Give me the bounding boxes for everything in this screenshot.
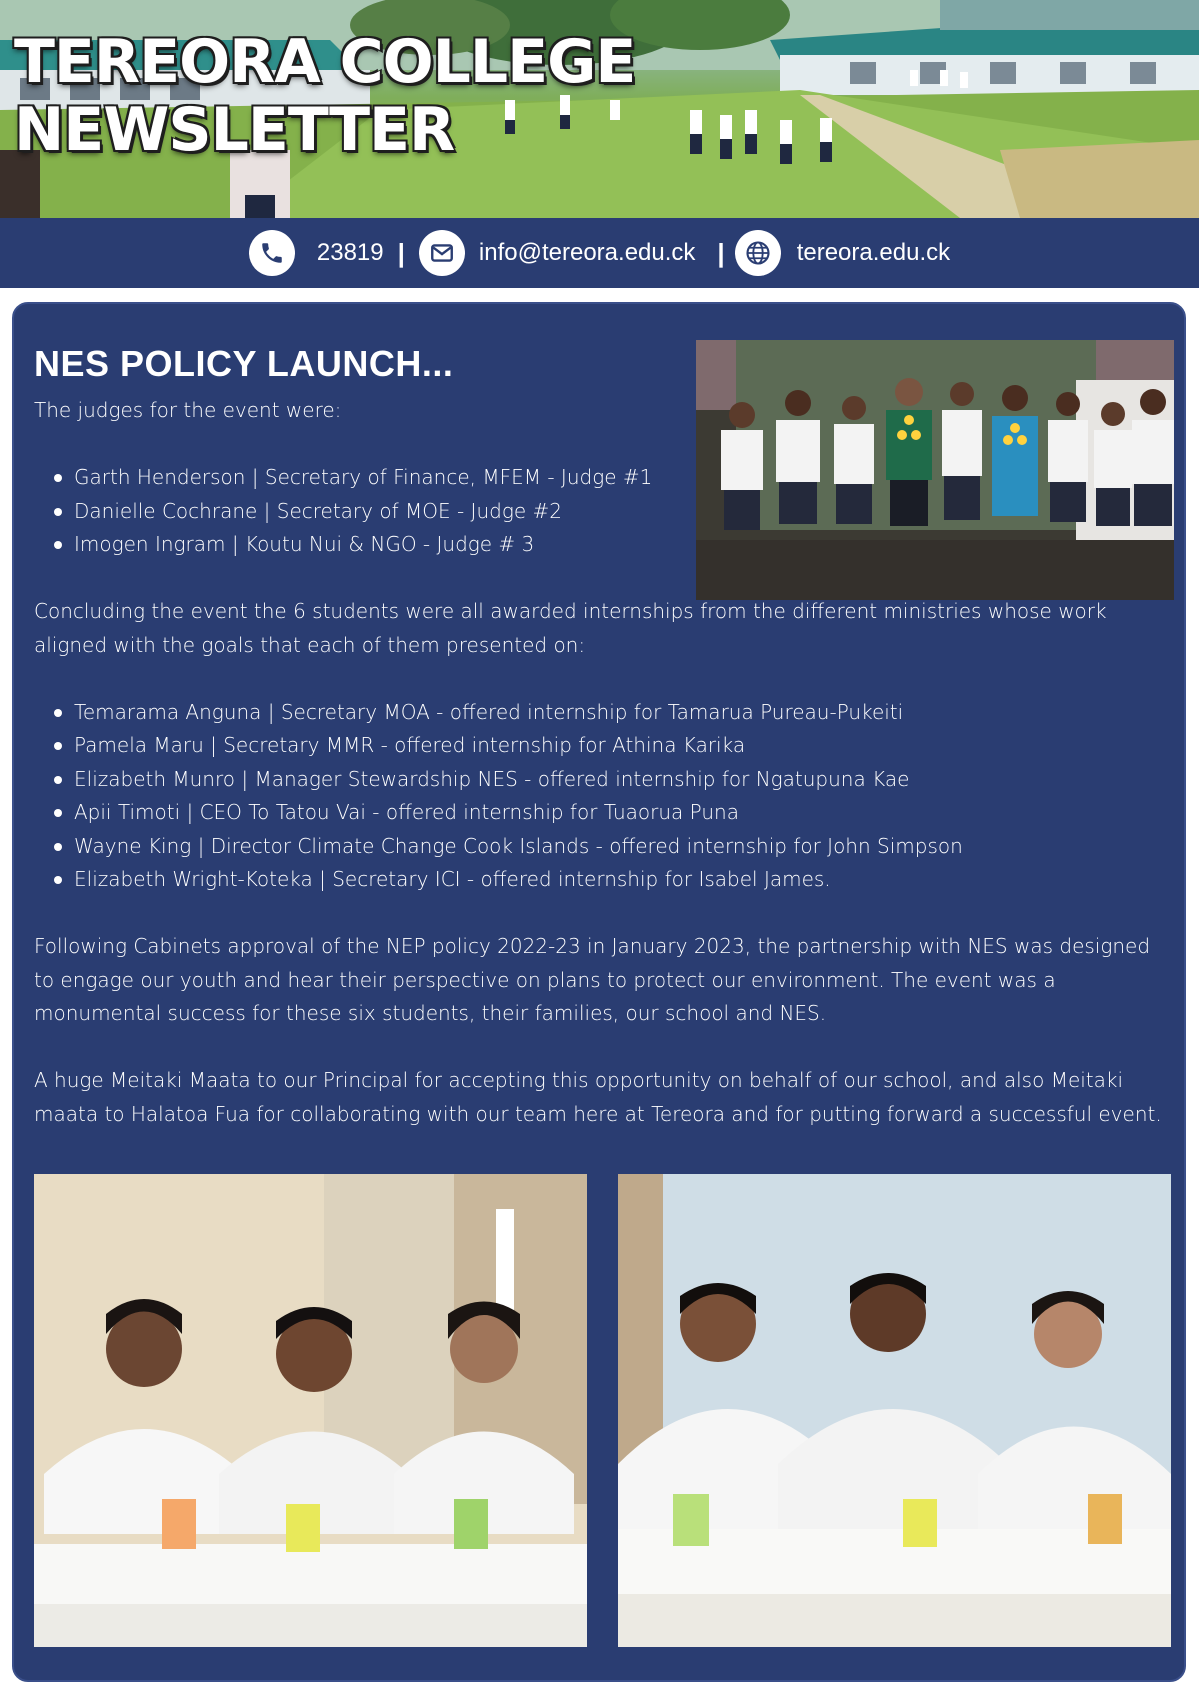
email-address: info@tereora.edu.ck [478,239,696,266]
phone-icon [249,230,295,276]
article-body [34,334,1174,1131]
phone-number: 23819 [316,239,384,266]
cabinet-paragraph: Following Cabinets approval of the NEP policy 2022-23 in January 2023, the partnership with NES was designed to engage our youth and hear their perspective on plans to protect our environment. The event was a monumental success for these six students, their families, our school and NES. [34,934,1151,1025]
article-card [12,302,1186,1682]
contact-bar [0,218,1199,288]
list-item: Apii Timoti | CEO To Tatou Vai - offered internship for Tuaorua Puna [54,796,1174,830]
students-photo-right [618,1174,1171,1647]
title-line-1: TEREORA COLLEGE [14,27,636,97]
list-item: Elizabeth Munro | Manager Stewardship NES - offered internship for Ngatupuna Kae [54,763,1174,797]
globe-icon [735,230,781,276]
list-item: Danielle Cochrane | Secretary of MOE - Judge #2 [54,495,1174,529]
list-item: Pamela Maru | Secretary MMR - offered internship for Athina Karika [54,729,1174,763]
judges-list [34,461,1174,562]
separator: | [717,237,725,268]
title-line-2: NEWSLETTER [14,95,455,165]
newsletter-title [14,28,635,164]
students-photo-left [34,1174,587,1647]
list-item: Wayne King | Director Climate Change Cook Islands - offered internship for John Simpson [54,830,1174,864]
contact-phone[interactable] [249,230,384,276]
list-item: Garth Henderson | Secretary of Finance, MFEM - Judge #1 [54,461,1174,495]
list-item: Temarama Anguna | Secretary MOA - offered internship for Tamarua Pureau-Pukeiti [54,696,1174,730]
judges-intro: The judges for the event were: [34,398,342,422]
list-item: Elizabeth Wright-Koteka | Secretary ICI - offered internship for Isabel James. [54,863,1174,897]
mail-icon [419,230,465,276]
separator: | [397,237,405,268]
header-banner [0,0,1199,218]
internships-intro: Concluding the event the 6 students were all awarded internships from the different ministries whose work aligned with the goals that each of them presented on: [34,599,1107,657]
website-url: tereora.edu.ck [796,239,951,266]
thanks-paragraph: A huge Meitaki Maata to our Principal for accepting this opportunity on behalf of our school, and also Meitaki maata to Halatoa Fua for collaborating with our team here at Tereora and for putting forward a successful event. [34,1068,1162,1126]
list-item: Imogen Ingram | Koutu Nui & NGO - Judge # 3 [54,528,1174,562]
contact-email[interactable] [419,230,695,276]
article-title: NES POLICY LAUNCH... [34,343,454,384]
contact-website[interactable] [735,230,950,276]
internships-list [34,696,1174,897]
